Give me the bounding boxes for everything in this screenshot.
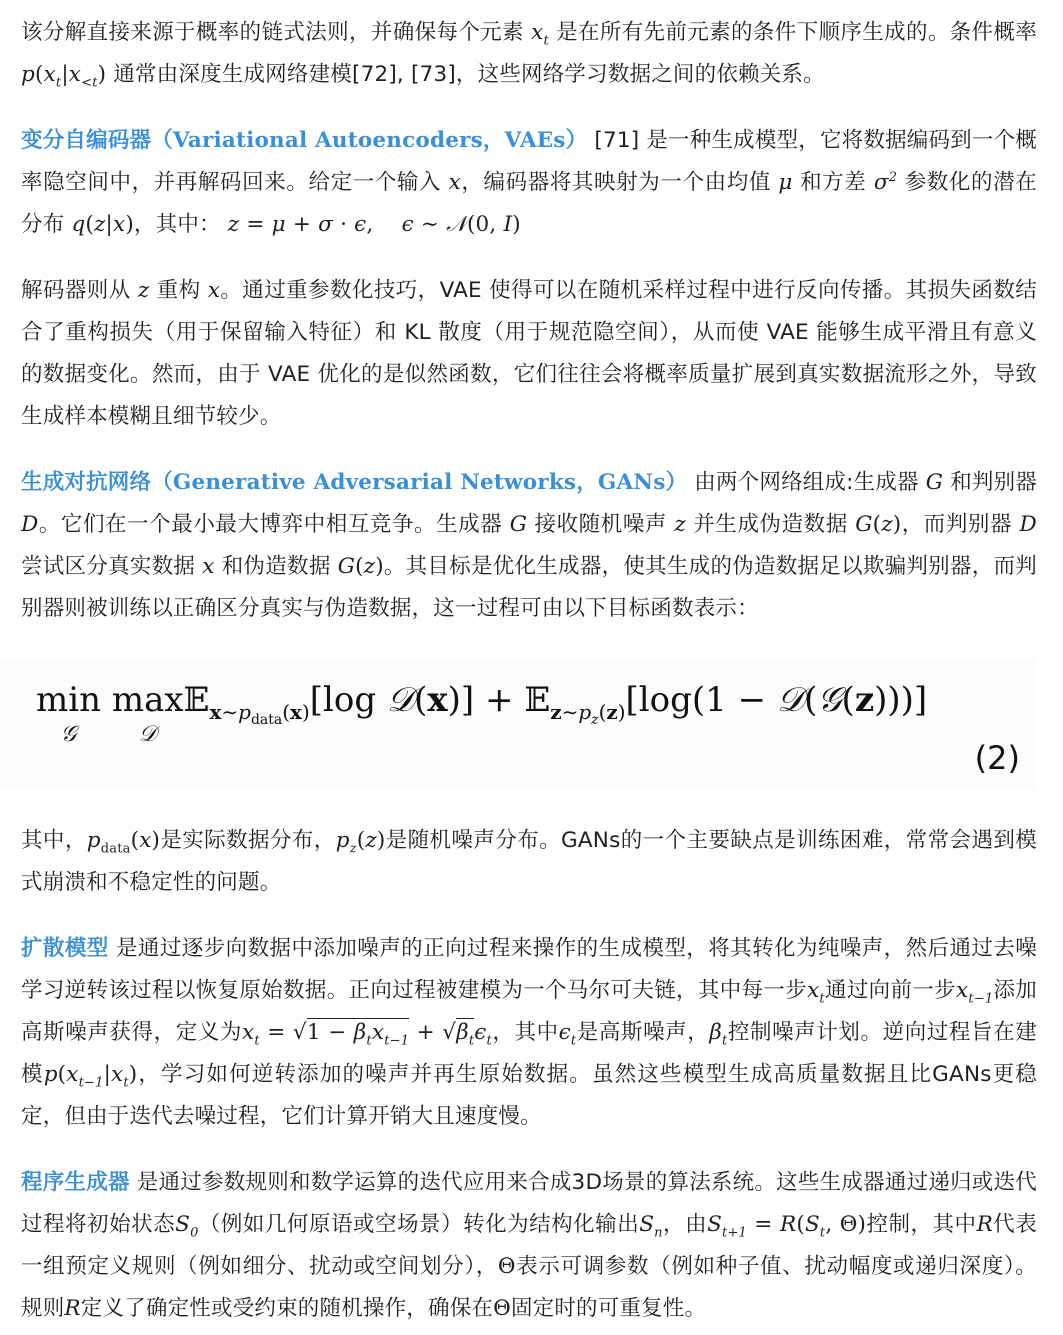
math-x-t-given: $x_t$ <box>43 62 62 91</box>
text: ，其中： <box>133 212 221 237</box>
term-en: Generative Adversarial Networks，GANs <box>172 470 666 495</box>
math-reverse-prob: p <box>43 1062 58 1087</box>
text: 是高斯噪声， <box>576 1020 710 1045</box>
math-x-t: $x_t$ <box>807 978 825 1007</box>
term-diffusion: 扩散模型 <box>21 936 109 961</box>
text: ，编码器将其映射为一个由均值 <box>460 170 771 195</box>
text: 并生成伪造数据 <box>693 512 848 537</box>
text: 是通过参数规则和数学运算的迭代应用来合成3D场景的算法系统。这些生成器通过递归或迭代过程将初始状态 <box>21 1170 1037 1237</box>
math-R: R <box>976 1212 993 1237</box>
equation-body: min 𝒢 max 𝒟 𝔼$_{x\sim p_{data}(x)}$[log 𝒟(x)] + 𝔼$_{z\sim p_z(z)}$[log(1 − 𝒟(𝒢(z)))] <box>36 674 927 744</box>
min-label: min <box>36 680 102 720</box>
paragraph-gan-notes: 其中，$p_{data}(x)$是实际数据分布，$p_z(z)$是随机噪声分布。GANs的一个主要缺点是训练困难，常常会遇到模式崩溃和不稳定性的问题。 <box>21 828 1037 895</box>
text: 解码器则从 <box>21 278 131 303</box>
min-operator: min 𝒢 <box>36 680 102 747</box>
text: 参数化的潜在分布 <box>21 170 1037 237</box>
math-bar: | <box>61 62 69 87</box>
text: ，学习如何逆转添加的噪声并再生原始数据。虽然这些模型生成高质量数据且比GANs更稳定，但由于迭代去噪过程，它们计算开销大且速度慢。 <box>21 1062 1038 1129</box>
text: 重构 <box>156 278 201 303</box>
text: 是随机噪声分布。GANs的一个主要缺点是训练困难，常常会遇到模式崩溃和不稳定性的问题。 <box>21 828 1037 895</box>
math-beta-t: $\beta_t$ <box>709 1020 728 1049</box>
math-G: G <box>925 470 944 495</box>
math-q-z-given-x: q <box>71 212 86 237</box>
math-z: z <box>137 278 150 303</box>
math-noise-dist: ϵ <box>401 212 414 237</box>
math-D: D <box>1019 512 1037 537</box>
paragraph-vae-decoder <box>21 270 1037 438</box>
text: 控制，其中 <box>866 1212 977 1237</box>
math-p-data: p <box>86 828 101 853</box>
math-sigma-squared: $\sigma^2$ <box>873 169 898 195</box>
expectation-noise: 𝔼$_{z\sim p_z(z)}$ <box>524 680 626 728</box>
text: 添加高斯噪声获得，定义为 <box>21 978 1037 1045</box>
text: 和伪造数据 <box>221 554 331 579</box>
math-x-t-minus-1: $x_{t-1}$ <box>956 978 994 1007</box>
text: 控制噪声计划。逆向过程旨在建模 <box>21 1020 1037 1087</box>
max-label: max <box>111 680 184 720</box>
paragraph-diffusion: 扩散模型 是通过逐步向数据中添加噪声的正向过程来操作的生成模型，将其转化为纯噪声，然后通过去噪学习逆转该过程以恢复原始数据。正向过程被建模为一个马尔可夫链，其中每一步$x_t$通过向前一步$x_{t-1}$添加高斯噪声获得，定义为$x_t = √1 - \beta_tx_{t-1} + √\beta_t\epsilon_t$，其中$\epsilon_t$是高斯噪声，$\beta_t$控制噪声计划。逆向过程旨在建模$p(x_{t-1}|x_t)$，学习如何逆转添加的噪声并再生原始数据。虽然这些模型生成高质量数据且比GANs更稳定，但由于迭代去噪过程，它们计算开销大且速度慢。 <box>21 936 1038 1129</box>
math-Sn: $S_n$ <box>639 1212 663 1241</box>
text: 是实际数据分布， <box>160 828 336 853</box>
text: 通过向前一步 <box>824 978 956 1003</box>
equation-number: (2) <box>974 739 1020 777</box>
text: 尝试区分真实数据 <box>21 554 196 579</box>
math-paren: ( <box>34 62 44 87</box>
math-forward-step: $x_t$ <box>242 1020 260 1049</box>
math-x: x <box>202 554 215 579</box>
text: ，其中 <box>491 1020 559 1045</box>
term-end: ） <box>565 128 588 153</box>
text: 通常由深度生成网络建模[72], [73]，这些网络学习数据之间的依赖关系。 <box>113 62 825 87</box>
term-gan <box>21 470 687 495</box>
math-paren-close: ) <box>97 62 107 87</box>
max-operator: max 𝒟 <box>111 680 184 747</box>
math-reparam: z <box>227 212 240 237</box>
text: 固定时的可重复性。 <box>510 1296 707 1321</box>
math-G-of-z: G <box>855 512 873 537</box>
paragraph-vae: 变分自编码器（Variational Autoencoders，VAEs） [71] 是一种生成模型，它将数据编码到一个概率隐空间中，并再解码回来。给定一个输入 x，编码器将其映射为一个由均值 μ 和方差 $\sigma^2$ 参数化的潜在分布 q(z|x)，其中： z = μ + σ · ϵ, ϵ ∼ 𝒩(0, I) <box>21 128 1037 237</box>
math-p-z: $p_z$ <box>335 828 357 857</box>
text: 。它们在一个最小最大博弈中相互竞争。生成器 <box>38 512 503 537</box>
text: （例如几何原语或空场景）转化为结构化输出 <box>198 1212 640 1237</box>
math-x: x <box>207 278 221 303</box>
math-epsilon-t: $\epsilon_t$ <box>558 1020 577 1049</box>
text: 由两个网络组成:生成器 <box>687 470 919 495</box>
equation-gan-objective <box>0 660 1036 788</box>
math-x-lt-t: $x_{<t}$ <box>68 62 98 91</box>
term-procedural: 程序生成器 <box>21 1170 130 1195</box>
text: ，由 <box>662 1212 708 1237</box>
math-D: D <box>21 512 39 537</box>
math-Theta: Θ <box>493 1296 511 1321</box>
math-Theta: Θ <box>497 1254 516 1279</box>
text: 是在所有先前元素的条件下顺序生成的。条件概率 <box>556 20 1037 45</box>
text: 和方差 <box>800 170 867 195</box>
paragraph-gan: 生成对抗网络（Generative Adversarial Networks，GANs） 由两个网络组成:生成器 G 和判别器 D。它们在一个最小最大博弈中相互竞争。生成器 G 接收随机噪声 z 并生成伪造数据 G(z)，而判别器 D 尝试区分真实数据 x 和伪造数据 G(z)。其目标是优化生成器，使其生成的伪造数据足以欺骗判别器，而判别器则被训练以正确区分真实与伪造数据，这一过程可由以下目标函数表示： <box>21 470 1038 621</box>
term-end: ） <box>665 470 688 495</box>
math-conditional-prob: p <box>21 62 35 87</box>
term-cn: 变分自编码器（ <box>21 128 173 153</box>
expectation-data: 𝔼$_{x\sim p_{data}(x)}$ <box>183 680 310 728</box>
term-vae <box>21 128 587 153</box>
text: 该分解直接来源于概率的链式法则，并确保每个元素 <box>21 20 524 45</box>
math-mu: μ <box>778 170 793 195</box>
math-R: R <box>64 1296 81 1321</box>
text: 定义了确定性或受约束的随机操作，确保在 <box>80 1296 494 1321</box>
term-en: Variational Autoencoders，VAEs <box>172 128 566 153</box>
math-x-t: $x_t$ <box>531 20 549 49</box>
text: 表示可调参数（例如种子值、扰动幅度或递归深度）。规则 <box>21 1254 1037 1321</box>
text: 和判别器 <box>950 470 1038 495</box>
math-recurrence: $S_{t+1}$ <box>707 1212 748 1241</box>
text: 。其目标是优化生成器，使其生成的伪造数据足以欺骗判别器，而判别器则被训练以正确区分真实与伪造数据，这一过程可由以下目标函数表示： <box>21 554 1037 621</box>
text: 接收随机噪声 <box>534 512 667 537</box>
text: [71] 是一种生成模型，它将数据编码到一个概率隐空间中，并再解码回来。给定一个输入 <box>21 128 1037 195</box>
text: ，而判别器 <box>901 512 1013 537</box>
paragraph-procedural: 程序生成器 是通过参数规则和数学运算的迭代应用来合成3D场景的算法系统。这些生成器通过递归或迭代过程将初始状态$S_0$（例如几何原语或空场景）转化为结构化输出$S_n$，由$S_{t+1} = R(S_t$, Θ)控制，其中R代表一组预定义规则（例如细分、扰动或空间划分），Θ表示可调参数（例如种子值、扰动幅度或递归深度）。规则R定义了确定性或受约束的随机操作，确保在Θ固定时的可重复性。 <box>21 1170 1037 1321</box>
text: 是通过逐步向数据中添加噪声的正向过程来操作的生成模型，将其转化为纯噪声，然后通过去噪学习逆转该过程以恢复原始数据。正向过程被建模为一个马尔可夫链，其中每一步 <box>21 936 1037 1003</box>
math-z: z <box>674 512 686 537</box>
text: 代表一组预定义规则（例如细分、扰动或空间划分）， <box>21 1212 1037 1279</box>
math-x: x <box>448 170 461 195</box>
text: 。通过重参数化技巧，VAE 使得可以在随机采样过程中进行反向传播。其损失函数结合了重构损失（用于保留输入特征）和 KL 散度（用于规范隐空间），从而使 VAE 能够生成平滑且有意义的数据变化。然而，由于 VAE 优化的是似然函数，它们往往会将概率质量扩展到真实数据流形之外，导致生成样本模糊且细节较少。 <box>21 278 1037 429</box>
math-S0: $S_0$ <box>175 1212 199 1241</box>
paragraph-chain-rule <box>21 12 1037 96</box>
text: 其中， <box>21 828 87 853</box>
math-G-of-z: G <box>337 554 356 579</box>
term-cn: 生成对抗网络（ <box>21 470 173 495</box>
math-G: G <box>509 512 528 537</box>
